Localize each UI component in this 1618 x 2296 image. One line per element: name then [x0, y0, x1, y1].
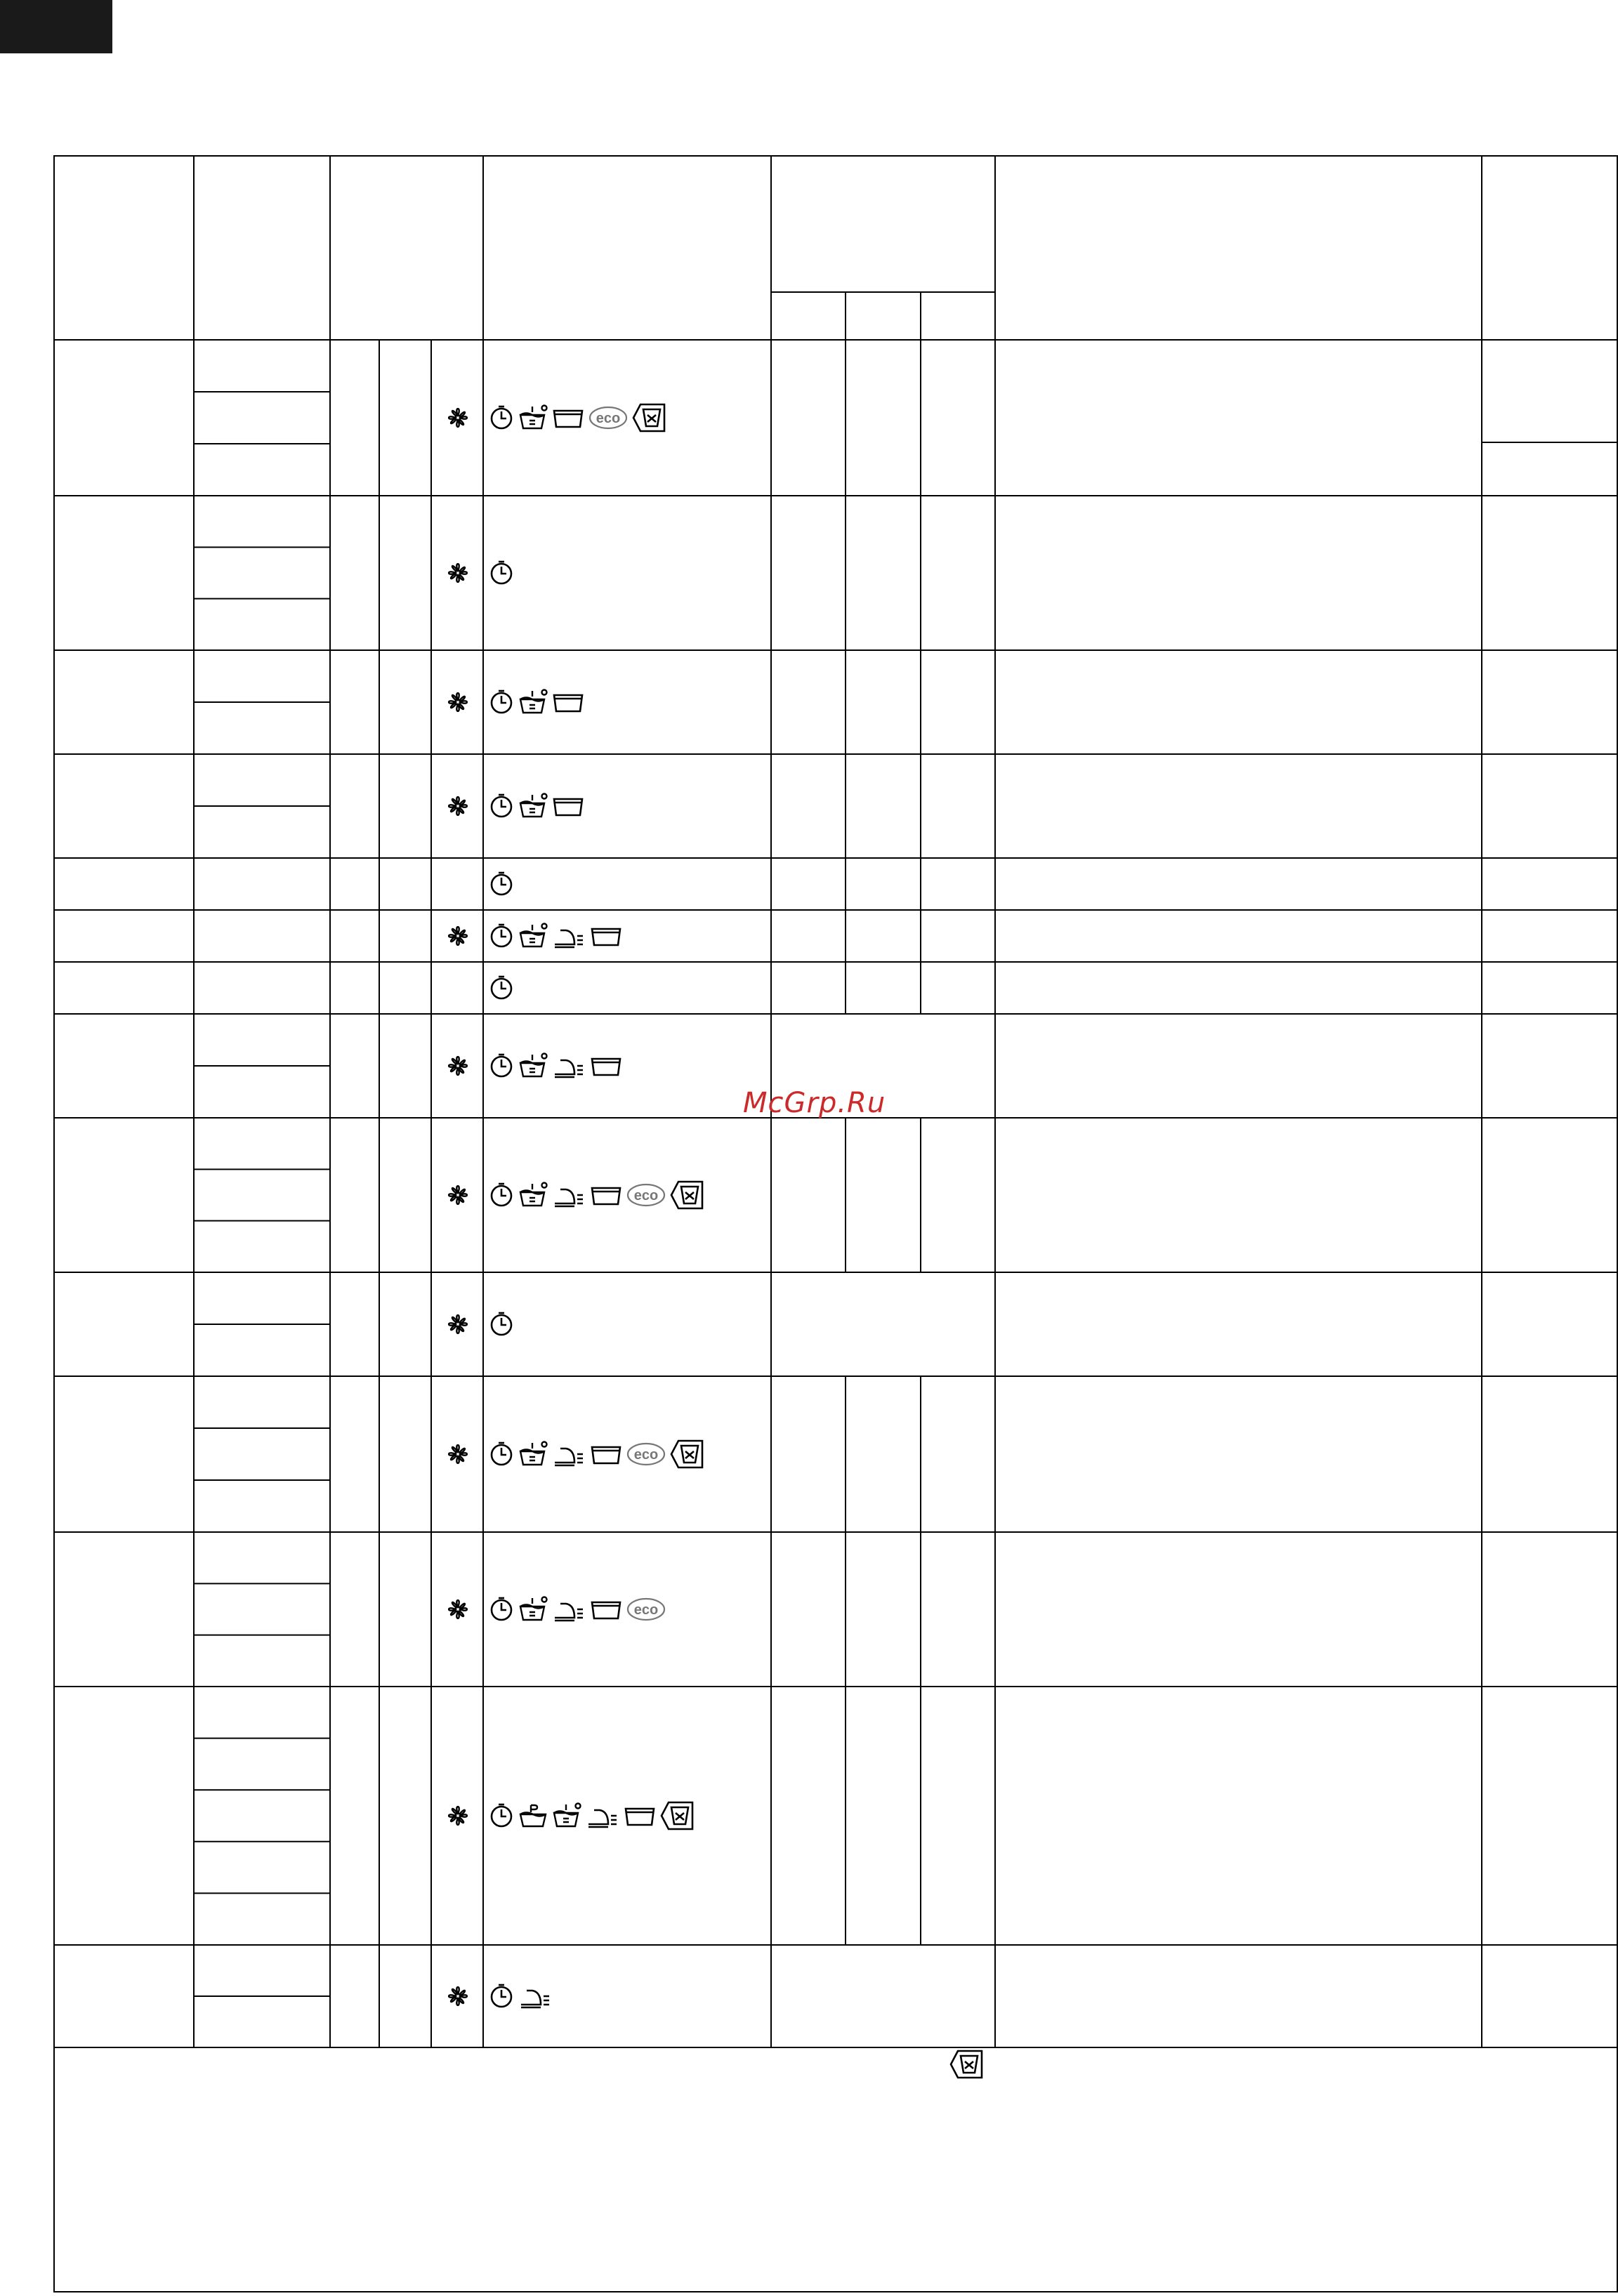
- iron-icon: [552, 1052, 586, 1080]
- iron-icon: [552, 1595, 586, 1623]
- fan-icon: [444, 1052, 472, 1080]
- care-symbols-row-12: [489, 1594, 666, 1625]
- eco-icon: [626, 1181, 666, 1209]
- iron-icon: [552, 1440, 586, 1468]
- timer-icon: [489, 1440, 514, 1468]
- care-symbols-row-13: [489, 1800, 694, 1831]
- hand-wash-temp-icon: [518, 688, 548, 716]
- tub-icon: [590, 922, 622, 950]
- fan-icon: [444, 792, 472, 820]
- timer-icon: [489, 792, 514, 820]
- eco-icon: [626, 1595, 666, 1623]
- hand-wash-temp-icon: [518, 404, 548, 432]
- care-symbols-row-6: [489, 921, 622, 951]
- care-symbols-row-8: [489, 1050, 622, 1081]
- hand-wash-temp-icon: [518, 792, 548, 820]
- timer-icon: [489, 688, 514, 716]
- timer-icon: [489, 1052, 514, 1080]
- care-symbols-row-14: [489, 1981, 552, 2012]
- timer-icon: [489, 404, 514, 432]
- care-symbols-row-2: [489, 557, 514, 588]
- svg-text:eco: eco: [633, 1188, 659, 1203]
- timer-icon: [489, 1595, 514, 1623]
- svg-text:eco: eco: [596, 411, 621, 426]
- anti-crease-icon: [660, 1800, 694, 1831]
- timer-icon: [489, 922, 514, 950]
- fan-icon: [444, 1802, 472, 1830]
- iron-icon: [552, 922, 586, 950]
- hand-wash-temp-icon: [518, 1052, 548, 1080]
- care-symbols-row-3: [489, 687, 584, 718]
- hand-wash-temp-icon: [518, 1595, 548, 1623]
- timer-icon: [489, 1982, 514, 2010]
- tub-icon: [590, 1052, 622, 1080]
- prewash-icon: [518, 1802, 548, 1830]
- iron-icon: [552, 1181, 586, 1209]
- watermark: McGrp.Ru: [743, 1087, 886, 1119]
- svg-text:eco: eco: [633, 1602, 659, 1618]
- fan-icon: [444, 1310, 472, 1338]
- fan-icon: [444, 1595, 472, 1623]
- tub-icon: [624, 1802, 656, 1830]
- tub-icon: [590, 1595, 622, 1623]
- care-symbols-row-11: [489, 1439, 704, 1470]
- fan-icon: [444, 1440, 472, 1468]
- care-symbols-row-5: [489, 869, 514, 899]
- tub-icon: [552, 792, 584, 820]
- anti-crease-icon: [949, 2049, 983, 2083]
- care-symbols-row-7: [489, 972, 514, 1003]
- eco-icon: [588, 404, 628, 432]
- svg-text:eco: eco: [633, 1447, 659, 1463]
- anti-crease-icon: [632, 402, 666, 433]
- timer-icon: [489, 1802, 514, 1830]
- hand-wash-temp-icon: [518, 922, 548, 950]
- hand-wash-temp-icon: [518, 1440, 548, 1468]
- care-symbols-row-10: [489, 1309, 514, 1340]
- iron-icon: [586, 1802, 619, 1830]
- anti-crease-icon: [670, 1439, 704, 1470]
- care-symbols-row-4: [489, 791, 584, 822]
- timer-icon: [489, 1310, 514, 1338]
- fan-icon: [444, 922, 472, 950]
- hand-wash-temp-icon: [552, 1802, 581, 1830]
- fan-icon: [444, 559, 472, 587]
- care-symbols-row-1: [489, 402, 666, 433]
- fan-icon: [444, 688, 472, 716]
- timer-icon: [489, 1181, 514, 1209]
- timer-icon: [489, 559, 514, 587]
- tub-icon: [590, 1440, 622, 1468]
- iron-icon: [518, 1982, 552, 2010]
- fan-icon: [444, 404, 472, 432]
- fan-icon: [444, 1982, 472, 2010]
- care-symbols-row-9: [489, 1180, 704, 1210]
- eco-icon: [626, 1440, 666, 1468]
- tub-icon: [552, 688, 584, 716]
- timer-icon: [489, 974, 514, 1002]
- timer-icon: [489, 870, 514, 898]
- fan-icon: [444, 1181, 472, 1209]
- tub-icon: [552, 404, 584, 432]
- tub-icon: [590, 1181, 622, 1209]
- anti-crease-icon: [670, 1180, 704, 1210]
- hand-wash-temp-icon: [518, 1181, 548, 1209]
